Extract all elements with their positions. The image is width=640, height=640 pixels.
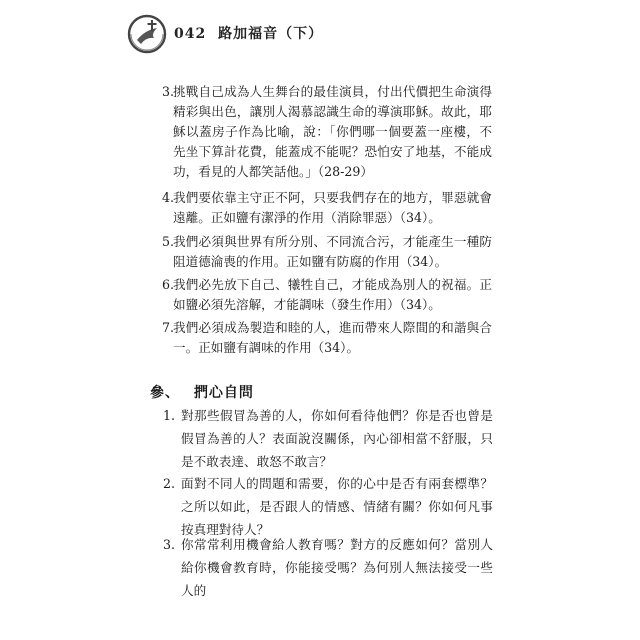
section-title: 捫心自問 xyxy=(193,385,254,401)
question-number: 1. xyxy=(163,408,176,423)
question-item xyxy=(163,404,493,473)
item-number: 6. xyxy=(162,277,175,292)
book-title: 路加福音（下） xyxy=(218,26,324,42)
section-heading xyxy=(150,382,254,402)
question-text: 面對不同人的問題和需要，你的心中是否有兩套標準？之所以如此，是否跟人的情感、情緒有關？你如何凡事按真理對待人？ xyxy=(181,476,493,537)
item-text: 我們要依靠主守正不阿，只要我們存在的地方，罪惡就會遠離。正如鹽有潔淨的作用（消除罪惡）（34）。 xyxy=(173,190,492,225)
item-text: 我們必先放下自己、犧牲自己，才能成為別人的祝福。正如鹽必須先溶解，才能調味（發生作用）（34）。 xyxy=(173,277,492,312)
list-item xyxy=(162,275,492,315)
question-item xyxy=(163,533,493,602)
list-item xyxy=(162,82,492,182)
question-text: 對那些假冒為善的人，你如何看待他們？你是否也曾是假冒為善的人？表面說沒關係，內心卻相當不舒服，只是不敢表達、敢怒不敢言？ xyxy=(181,408,493,469)
question-number: 3. xyxy=(163,537,176,552)
list-item xyxy=(162,232,492,272)
item-text: 我們必須成為製造和睦的人，進而帶來人際間的和諧與合一。正如鹽有調味的作用（34）。 xyxy=(173,320,492,355)
section-label: 參、 xyxy=(150,385,180,401)
item-number: 4. xyxy=(162,190,175,205)
page-header xyxy=(174,23,323,43)
item-number: 3. xyxy=(162,84,175,99)
page-number: 042 xyxy=(174,26,207,42)
item-text: 我們必須與世界有所分別、不同流合污，才能產生一種防阻道德淪喪的作用。正如鹽有防腐的作用（34）。 xyxy=(173,234,492,269)
question-item xyxy=(163,472,493,541)
question-text: 你常常利用機會給人教育嗎？對方的反應如何？當別人給你機會教育時，你能接受嗎？為何別人無法接受一些人的 xyxy=(181,537,493,598)
list-item xyxy=(162,318,492,358)
item-text: 挑戰自己成為人生舞台的最佳演員，付出代價把生命演得精彩與出色，讓別人渴慕認識生命的導演耶穌。故此，耶穌以蓋房子作為比喻，說：「你們哪一個要蓋一座樓，不先坐下算計花費，能蓋成不能呢？恐怕安了地基，不能成功，看見的人都笑話他。」（28-29） xyxy=(173,84,492,179)
question-number: 2. xyxy=(163,476,176,491)
list-item xyxy=(162,188,492,228)
item-number: 7. xyxy=(162,320,175,335)
item-number: 5. xyxy=(162,234,175,249)
dove-cross-logo xyxy=(127,14,167,54)
